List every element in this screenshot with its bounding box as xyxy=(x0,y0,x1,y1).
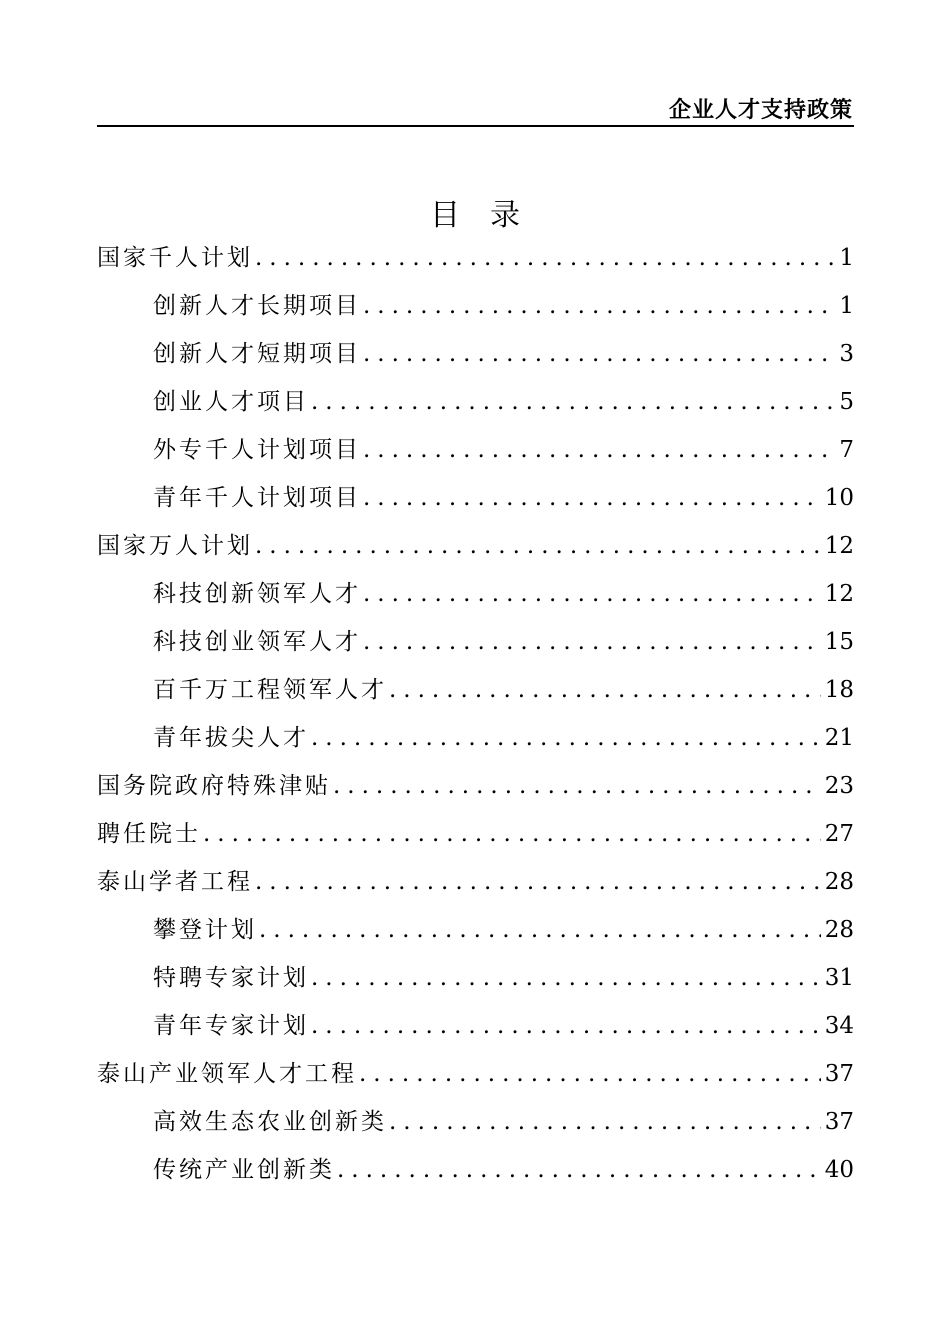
toc-entry-page-number: 40 xyxy=(824,1157,854,1183)
toc-entry[interactable] xyxy=(97,764,854,812)
header-divider xyxy=(97,125,854,127)
toc-entry-page-number: 15 xyxy=(824,629,854,655)
toc-entry[interactable] xyxy=(97,956,854,1004)
toc-entry-page-number: 12 xyxy=(824,581,854,607)
toc-entry[interactable] xyxy=(97,236,854,284)
toc-entry[interactable] xyxy=(97,620,854,668)
toc-dot-leader xyxy=(311,716,821,760)
toc-dot-leader xyxy=(311,1004,821,1048)
toc-entry[interactable] xyxy=(97,860,854,908)
toc-entry-page-number: 18 xyxy=(824,677,854,703)
toc-dot-leader xyxy=(389,668,821,712)
toc-entry-page-number: 27 xyxy=(824,821,854,847)
toc-entry[interactable] xyxy=(97,908,854,956)
toc-entry[interactable] xyxy=(97,476,854,524)
toc-dot-leader xyxy=(259,908,821,952)
toc-entry-label: 创新人才短期项目 xyxy=(153,341,361,367)
toc-entry-page-number: 3 xyxy=(839,341,854,367)
toc-entry[interactable] xyxy=(97,1100,854,1148)
toc-entry-page-number: 5 xyxy=(839,389,854,415)
toc-entry[interactable] xyxy=(97,380,854,428)
toc-entry-page-number: 1 xyxy=(839,293,854,319)
toc-entry-page-number: 23 xyxy=(824,773,854,799)
toc-entry-page-number: 1 xyxy=(839,245,854,271)
toc-entry-label: 百千万工程领军人才 xyxy=(153,677,387,703)
toc-entry[interactable] xyxy=(97,1148,854,1196)
toc-entry-page-number: 7 xyxy=(839,437,854,463)
toc-dot-leader xyxy=(255,236,835,280)
toc-entry-label: 特聘专家计划 xyxy=(153,965,309,991)
toc-dot-leader xyxy=(203,812,821,856)
toc-entry[interactable] xyxy=(97,332,854,380)
toc-entry-label: 创业人才项目 xyxy=(153,389,309,415)
toc-entry-label: 科技创新领军人才 xyxy=(153,581,361,607)
toc-entry-label: 青年拔尖人才 xyxy=(153,725,309,751)
toc-dot-leader xyxy=(337,1148,821,1192)
toc-entry-label: 攀登计划 xyxy=(153,917,257,943)
toc-entry-page-number: 37 xyxy=(824,1061,854,1087)
toc-entry-page-number: 12 xyxy=(824,533,854,559)
toc-entry-label: 创新人才长期项目 xyxy=(153,293,361,319)
toc-entry-page-number: 31 xyxy=(824,965,854,991)
toc-entry-label: 高效生态农业创新类 xyxy=(153,1109,387,1135)
toc-entry[interactable] xyxy=(97,1004,854,1052)
toc-entry-page-number: 34 xyxy=(824,1013,854,1039)
toc-entry-label: 泰山产业领军人才工程 xyxy=(97,1061,357,1087)
toc-dot-leader xyxy=(363,572,821,616)
toc-entry[interactable] xyxy=(97,668,854,716)
toc-entry-label: 聘任院士 xyxy=(97,821,201,847)
toc-entry-page-number: 28 xyxy=(824,869,854,895)
toc-dot-leader xyxy=(333,764,821,808)
toc-dot-leader xyxy=(363,476,821,520)
toc-dot-leader xyxy=(363,284,835,328)
toc-dot-leader xyxy=(363,428,835,472)
toc-entry-label: 科技创业领军人才 xyxy=(153,629,361,655)
toc-list xyxy=(97,236,854,1196)
toc-entry-label: 国家万人计划 xyxy=(97,533,253,559)
toc-entry-label: 泰山学者工程 xyxy=(97,869,253,895)
page-header-title: 企业人才支持政策 xyxy=(668,98,853,123)
toc-entry-page-number: 28 xyxy=(824,917,854,943)
toc-entry[interactable] xyxy=(97,1052,854,1100)
toc-entry-label: 外专千人计划项目 xyxy=(153,437,361,463)
toc-entry-label: 传统产业创新类 xyxy=(153,1157,335,1183)
toc-entry[interactable] xyxy=(97,716,854,764)
toc-entry-page-number: 37 xyxy=(824,1109,854,1135)
toc-dot-leader xyxy=(311,956,821,1000)
toc-entry-label: 国务院政府特殊津贴 xyxy=(97,773,331,799)
toc-dot-leader xyxy=(389,1100,821,1144)
toc-entry-page-number: 10 xyxy=(824,485,854,511)
toc-entry-label: 青年千人计划项目 xyxy=(153,485,361,511)
toc-entry[interactable] xyxy=(97,572,854,620)
toc-entry[interactable] xyxy=(97,524,854,572)
toc-entry[interactable] xyxy=(97,284,854,332)
toc-title: 目录 xyxy=(430,198,550,233)
toc-dot-leader xyxy=(255,524,821,568)
toc-dot-leader xyxy=(363,332,835,376)
toc-dot-leader xyxy=(363,620,821,664)
toc-dot-leader xyxy=(311,380,835,424)
toc-dot-leader xyxy=(255,860,821,904)
toc-entry-label: 青年专家计划 xyxy=(153,1013,309,1039)
toc-entry[interactable] xyxy=(97,812,854,860)
toc-entry-page-number: 21 xyxy=(824,725,854,751)
toc-entry-label: 国家千人计划 xyxy=(97,245,253,271)
toc-dot-leader xyxy=(359,1052,821,1096)
toc-entry[interactable] xyxy=(97,428,854,476)
